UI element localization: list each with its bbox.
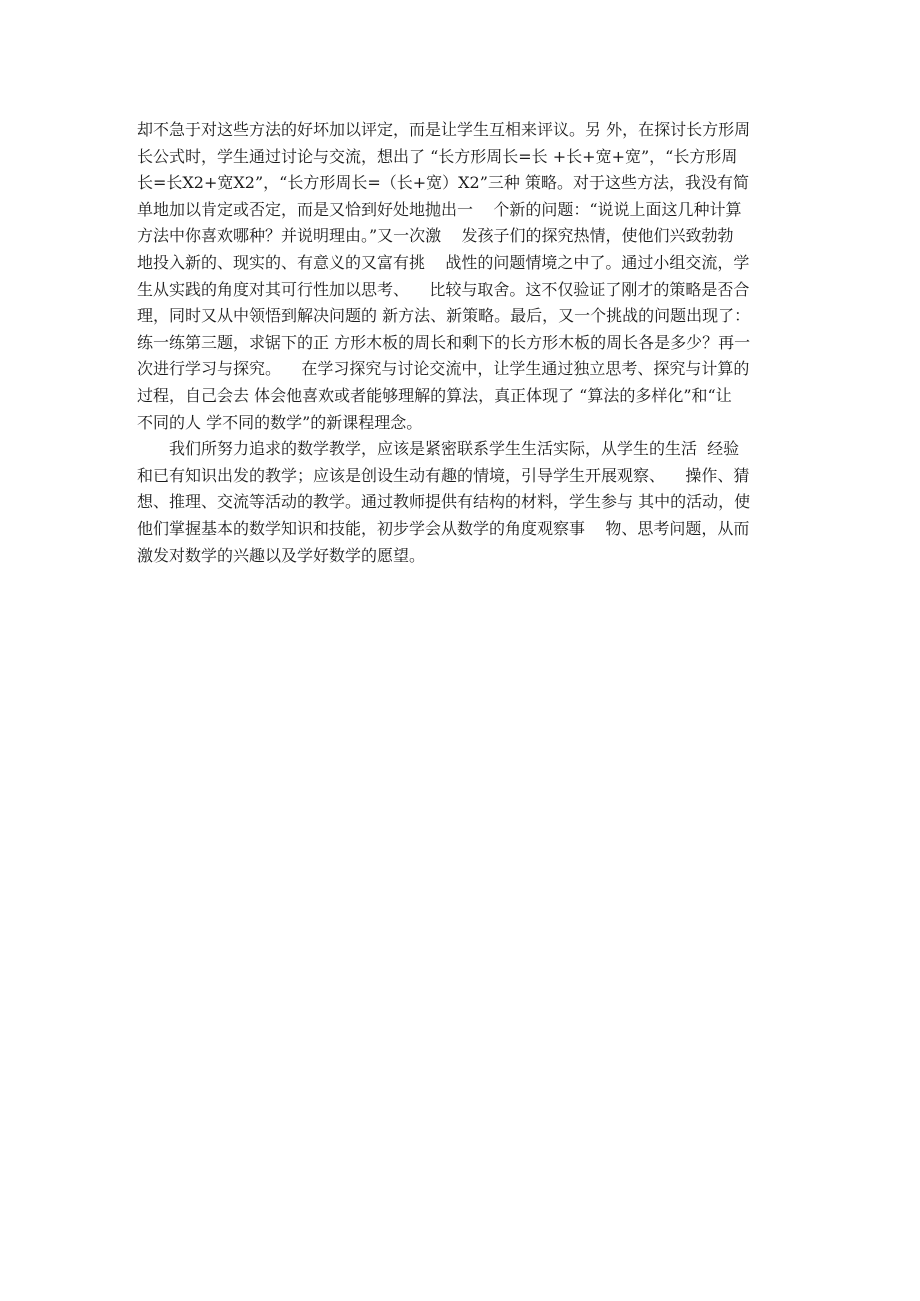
paragraph-1 — [137, 117, 787, 436]
text-line: 理，同时又从中领悟到解决问题的 新方法、新策略。最后，又一个挑战的问题出现了： — [137, 306, 751, 326]
text-line: 练一练第三题，求锯下的正 方形木板的周长和剩下的长方形木板的周长各是多少？再一 — [137, 332, 751, 352]
text-line: 方法中你喜欢哪种？并说明理由。”又一次激 发孩子们的探究热情，使他们兴致勃勃 — [137, 226, 734, 246]
body-text — [137, 117, 787, 569]
text-line: 和已有知识出发的教学；应该是创设生动有趣的情境，引导学生开展观察、 操作、猜 — [137, 465, 750, 485]
text-line: 激发对数学的兴趣以及学好数学的愿望。 — [137, 545, 426, 565]
text-line: 过程，自己会去 体会他喜欢或者能够理解的算法，真正体现了 “算法的多样化”和“让 — [137, 385, 732, 405]
text-line: 想、推理、交流等活动的教学。通过教师提供有结构的材料，学生参与 其中的活动，使 — [137, 492, 751, 512]
text-line: 却不急于对这些方法的好坏加以评定，而是让学生互相来评议。另 外，在探讨长方形周 — [137, 120, 751, 139]
text-line: 他们掌握基本的数学知识和技能，初步学会从数学的角度观察事 物、思考问题，从而 — [137, 518, 750, 538]
text-line: 生从实践的角度对其可行性加以思考、 比较与取舍。这不仅验证了刚才的策略是否合 — [137, 279, 750, 299]
text-line: 单地加以肯定或否定，而是又恰到好处地抛出一 个新的问题：“说说上面这几种计算 — [137, 199, 742, 219]
text-line: 长=长X2+宽X2”，“长方形周长=（长+宽）X2”三种 策略。对于这些方法，我没有简 — [137, 173, 749, 193]
paragraph-2 — [137, 436, 787, 569]
text-line: 长公式时，学生通过讨论与交流，想出了 “长方形周长=长 +长+宽+宽”，“长方形周 — [137, 146, 738, 166]
text-line: 我们所努力追求的数学教学，应该是紧密联系学生生活实际，从学生的生活 经验 — [137, 439, 740, 459]
text-line: 地投入新的、现实的、有意义的又富有挑 战性的问题情境之中了。通过小组交流，学 — [137, 252, 750, 272]
text-line: 不同的人 学不同的数学”的新课程理念。 — [137, 412, 423, 432]
text-line: 次进行学习与探究。 在学习探究与讨论交流中，让学生通过独立思考、探究与计算的 — [137, 359, 750, 379]
